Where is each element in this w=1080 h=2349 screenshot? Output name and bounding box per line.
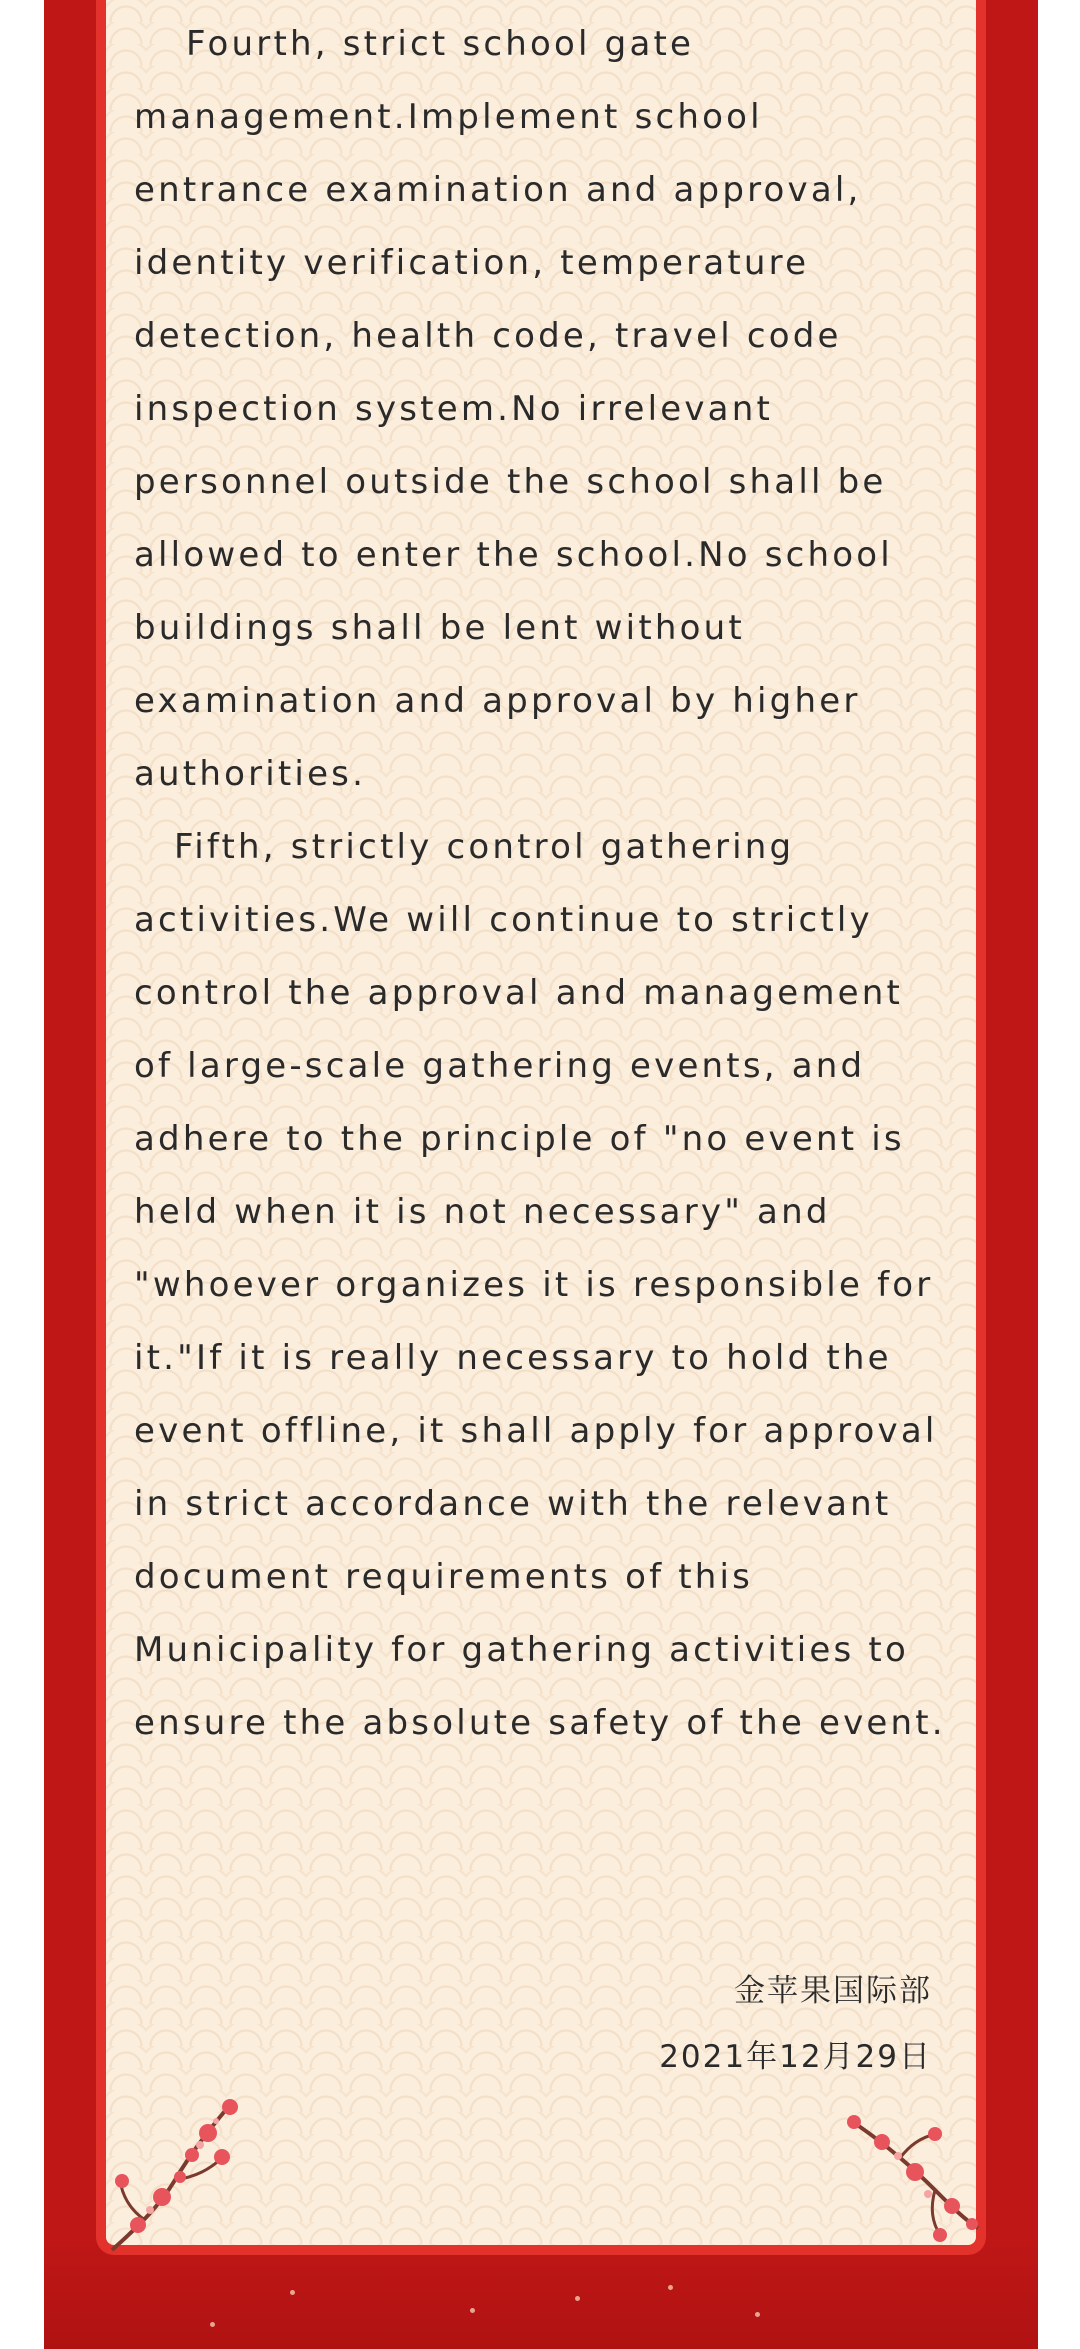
- decor-speck: [755, 2312, 760, 2317]
- paragraph-fifth: Fifth, strictly control gathering activities.We will continue to strictly control the approval and management of large-scale gathering events, and adhere to the principle of "no event is held when it is not necessary" and "whoever organizes it is responsible for it."If it is really necessary to hold the event offline, it shall apply for approval in strict accordance with the relevant document requirements of this Municipality for gathering activities to ensure the absolute safety of the event.: [134, 827, 946, 1743]
- decor-speck: [210, 2322, 215, 2327]
- decor-speck: [575, 2296, 580, 2301]
- plum-blossom-branch-icon: [100, 2085, 250, 2255]
- notice-body: [134, 8, 954, 1760]
- signature-block: [659, 1958, 932, 2090]
- signature-organization: 金苹果国际部: [734, 1973, 932, 2009]
- decor-speck: [290, 2290, 295, 2295]
- decor-speck: [470, 2308, 475, 2313]
- plum-blossom-branch-icon: [840, 2110, 980, 2250]
- decor-speck: [668, 2285, 673, 2290]
- paragraph-fourth: Fourth, strict school gate management.Implement school entrance examination and approval, identity verification, temperature detection, health code, travel code inspection system.No irrelevant personnel outside the school shall be allowed to enter the school.No school buildings shall be lent without examination and approval by higher authorities.: [134, 24, 893, 794]
- signature-date: 2021年12月29日: [659, 2039, 932, 2075]
